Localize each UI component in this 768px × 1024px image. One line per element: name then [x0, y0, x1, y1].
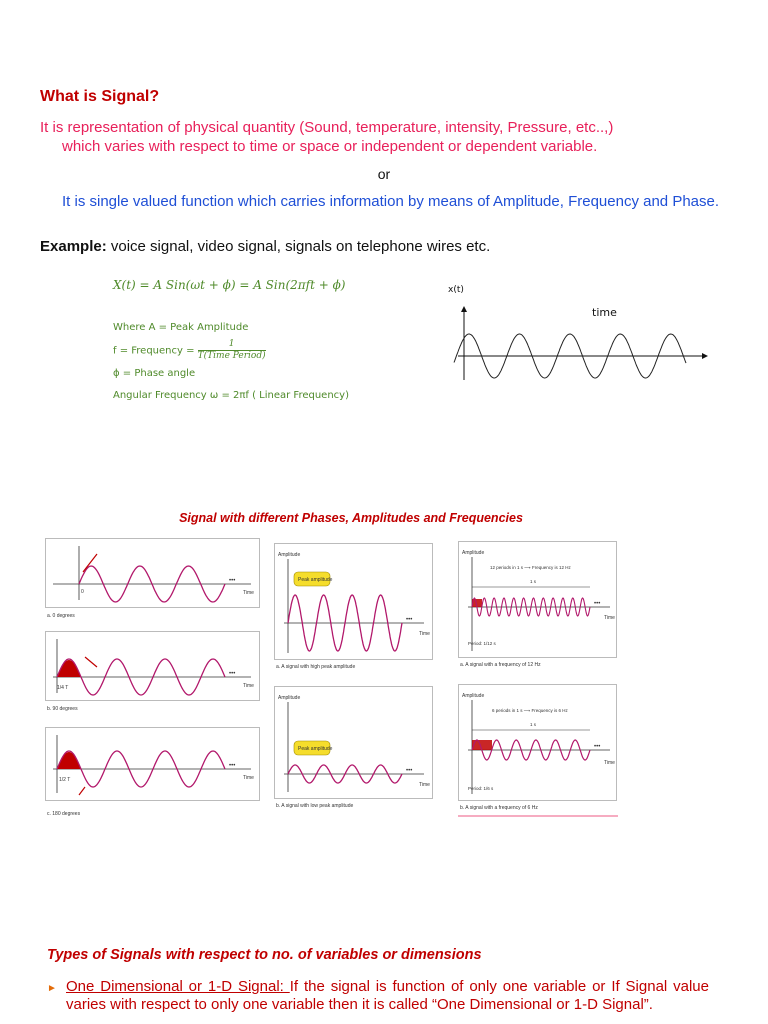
- amplitude-axis-label: Amplitude: [278, 552, 301, 558]
- sine-y-arrow: [461, 306, 467, 312]
- one-second-label: 1 s: [530, 579, 537, 584]
- time-label: Time: [419, 782, 430, 788]
- time-label: Time: [243, 683, 254, 689]
- peak-amplitude-label: Peak amplitude: [298, 577, 333, 583]
- legend-angular-frequency: Angular Frequency ω = 2πf ( Linear Frequency): [113, 389, 349, 401]
- figure-caption: Signal with different Phases, Amplitudes and Frequencies: [179, 511, 523, 525]
- example-text: voice signal, video signal, signals on telephone wires etc.: [106, 238, 491, 255]
- signal-formula: X(t) = A Sin(ωt + ϕ) = A Sin(2πft + ϕ): [113, 278, 346, 292]
- legend-peak-amplitude: Where A = Peak Amplitude: [113, 322, 249, 333]
- or-separator: or: [377, 166, 391, 182]
- types-of-signals-heading: Types of Signals with respect to no. of variables or dimensions: [47, 947, 482, 963]
- periods-annotation: 12 periods in 1 s ⟶ Frequency is 12 Hz: [490, 565, 571, 570]
- amplitude-panel-low: [274, 686, 436, 812]
- example-label: Example:: [40, 238, 107, 255]
- zero-marker: 0: [81, 589, 84, 595]
- quarter-period-marker: 1/4 T: [57, 685, 69, 691]
- time-label: Time: [243, 775, 254, 781]
- frequency-fraction: [198, 339, 266, 362]
- time-label: Time: [604, 760, 615, 766]
- fraction-denominator: T(Time Period): [197, 351, 266, 361]
- panel-caption: a. A signal with a frequency of 12 Hz: [460, 662, 541, 668]
- amplitude-panel-high: [274, 543, 436, 673]
- continuation-dots: •••: [594, 601, 601, 607]
- panel-frame: [46, 539, 260, 608]
- definition-paragraph-2: It is single valued function which carries information by means of Amplitude, Frequency and Phase.: [62, 193, 720, 210]
- half-period-marker: 1/2 T: [59, 777, 71, 783]
- one-dimensional-bullet: [47, 978, 709, 1014]
- peak-amplitude-label: Peak amplitude: [298, 746, 333, 752]
- panel-caption: b. A signal with low peak amplitude: [276, 803, 354, 809]
- definition-paragraph-1: [40, 118, 730, 156]
- sine-x-arrow: [702, 353, 708, 359]
- panel-caption: c. 180 degrees: [47, 811, 81, 817]
- amplitude-axis-label: Amplitude: [462, 550, 485, 556]
- definition-1-line-2: which varies with respect to time or space or independent or dependent variable.: [62, 138, 598, 155]
- bullet-body: [47, 978, 709, 1014]
- panel-frame: [46, 632, 260, 701]
- sine-y-label: x(t): [448, 285, 464, 295]
- legend-frequency: [113, 339, 349, 363]
- frequency-panel-12hz: [458, 541, 620, 671]
- sine-x-label: time: [592, 306, 617, 319]
- continuation-dots: •••: [406, 768, 413, 774]
- panel-caption: a. A signal with high peak amplitude: [276, 664, 356, 670]
- amplitude-axis-label: Amplitude: [278, 695, 301, 701]
- time-label: Time: [243, 590, 254, 596]
- time-label: Time: [419, 631, 430, 637]
- page-heading: What is Signal?: [40, 88, 160, 105]
- definition-1-line-1: It is representation of physical quantity (Sound, temperature, intensity, Pressure, etc..,): [40, 119, 614, 136]
- bullet-title: One Dimensional or 1-D Signal:: [66, 978, 290, 995]
- fraction-numerator: 1: [198, 339, 266, 351]
- phase-panel-0-degrees: [45, 538, 260, 624]
- panel-caption: b. A signal with a frequency of 6 Hz: [460, 805, 538, 811]
- continuation-dots: •••: [594, 744, 601, 750]
- amplitude-axis-label: Amplitude: [462, 693, 485, 699]
- panel-caption: a. 0 degrees: [47, 613, 75, 619]
- example-line: [40, 238, 490, 255]
- bullet-arrow-icon: ►: [47, 983, 57, 994]
- continuation-dots: •••: [229, 578, 236, 584]
- period-label: Period: 1/6 s: [468, 786, 494, 791]
- period-label: Period: 1/12 s: [468, 641, 496, 646]
- bullet-text: If the signal is function of only one variable or If Signal value varies with respect to only one variable then it is called “One Dimensional or 1-D Signal”.: [66, 978, 709, 1013]
- continuation-dots: •••: [229, 763, 236, 769]
- periods-annotation: 6 periods in 1 s ⟶ Frequency is 6 Hz: [492, 708, 568, 713]
- sine-wave-plot: [440, 280, 720, 390]
- phase-panel-180-degrees: [45, 727, 260, 819]
- panel-caption: b. 90 degrees: [47, 706, 78, 712]
- legend-phase: ϕ = Phase angle: [113, 367, 196, 379]
- frequency-panel-6hz: [458, 684, 620, 818]
- time-label: Time: [604, 615, 615, 621]
- continuation-dots: •••: [406, 617, 413, 623]
- continuation-dots: •••: [229, 671, 236, 677]
- formula-legend: [113, 317, 349, 407]
- phase-panel-90-degrees: [45, 631, 260, 717]
- legend-frequency-label: f = Frequency =: [113, 345, 198, 357]
- one-second-label: 1 s: [530, 722, 537, 727]
